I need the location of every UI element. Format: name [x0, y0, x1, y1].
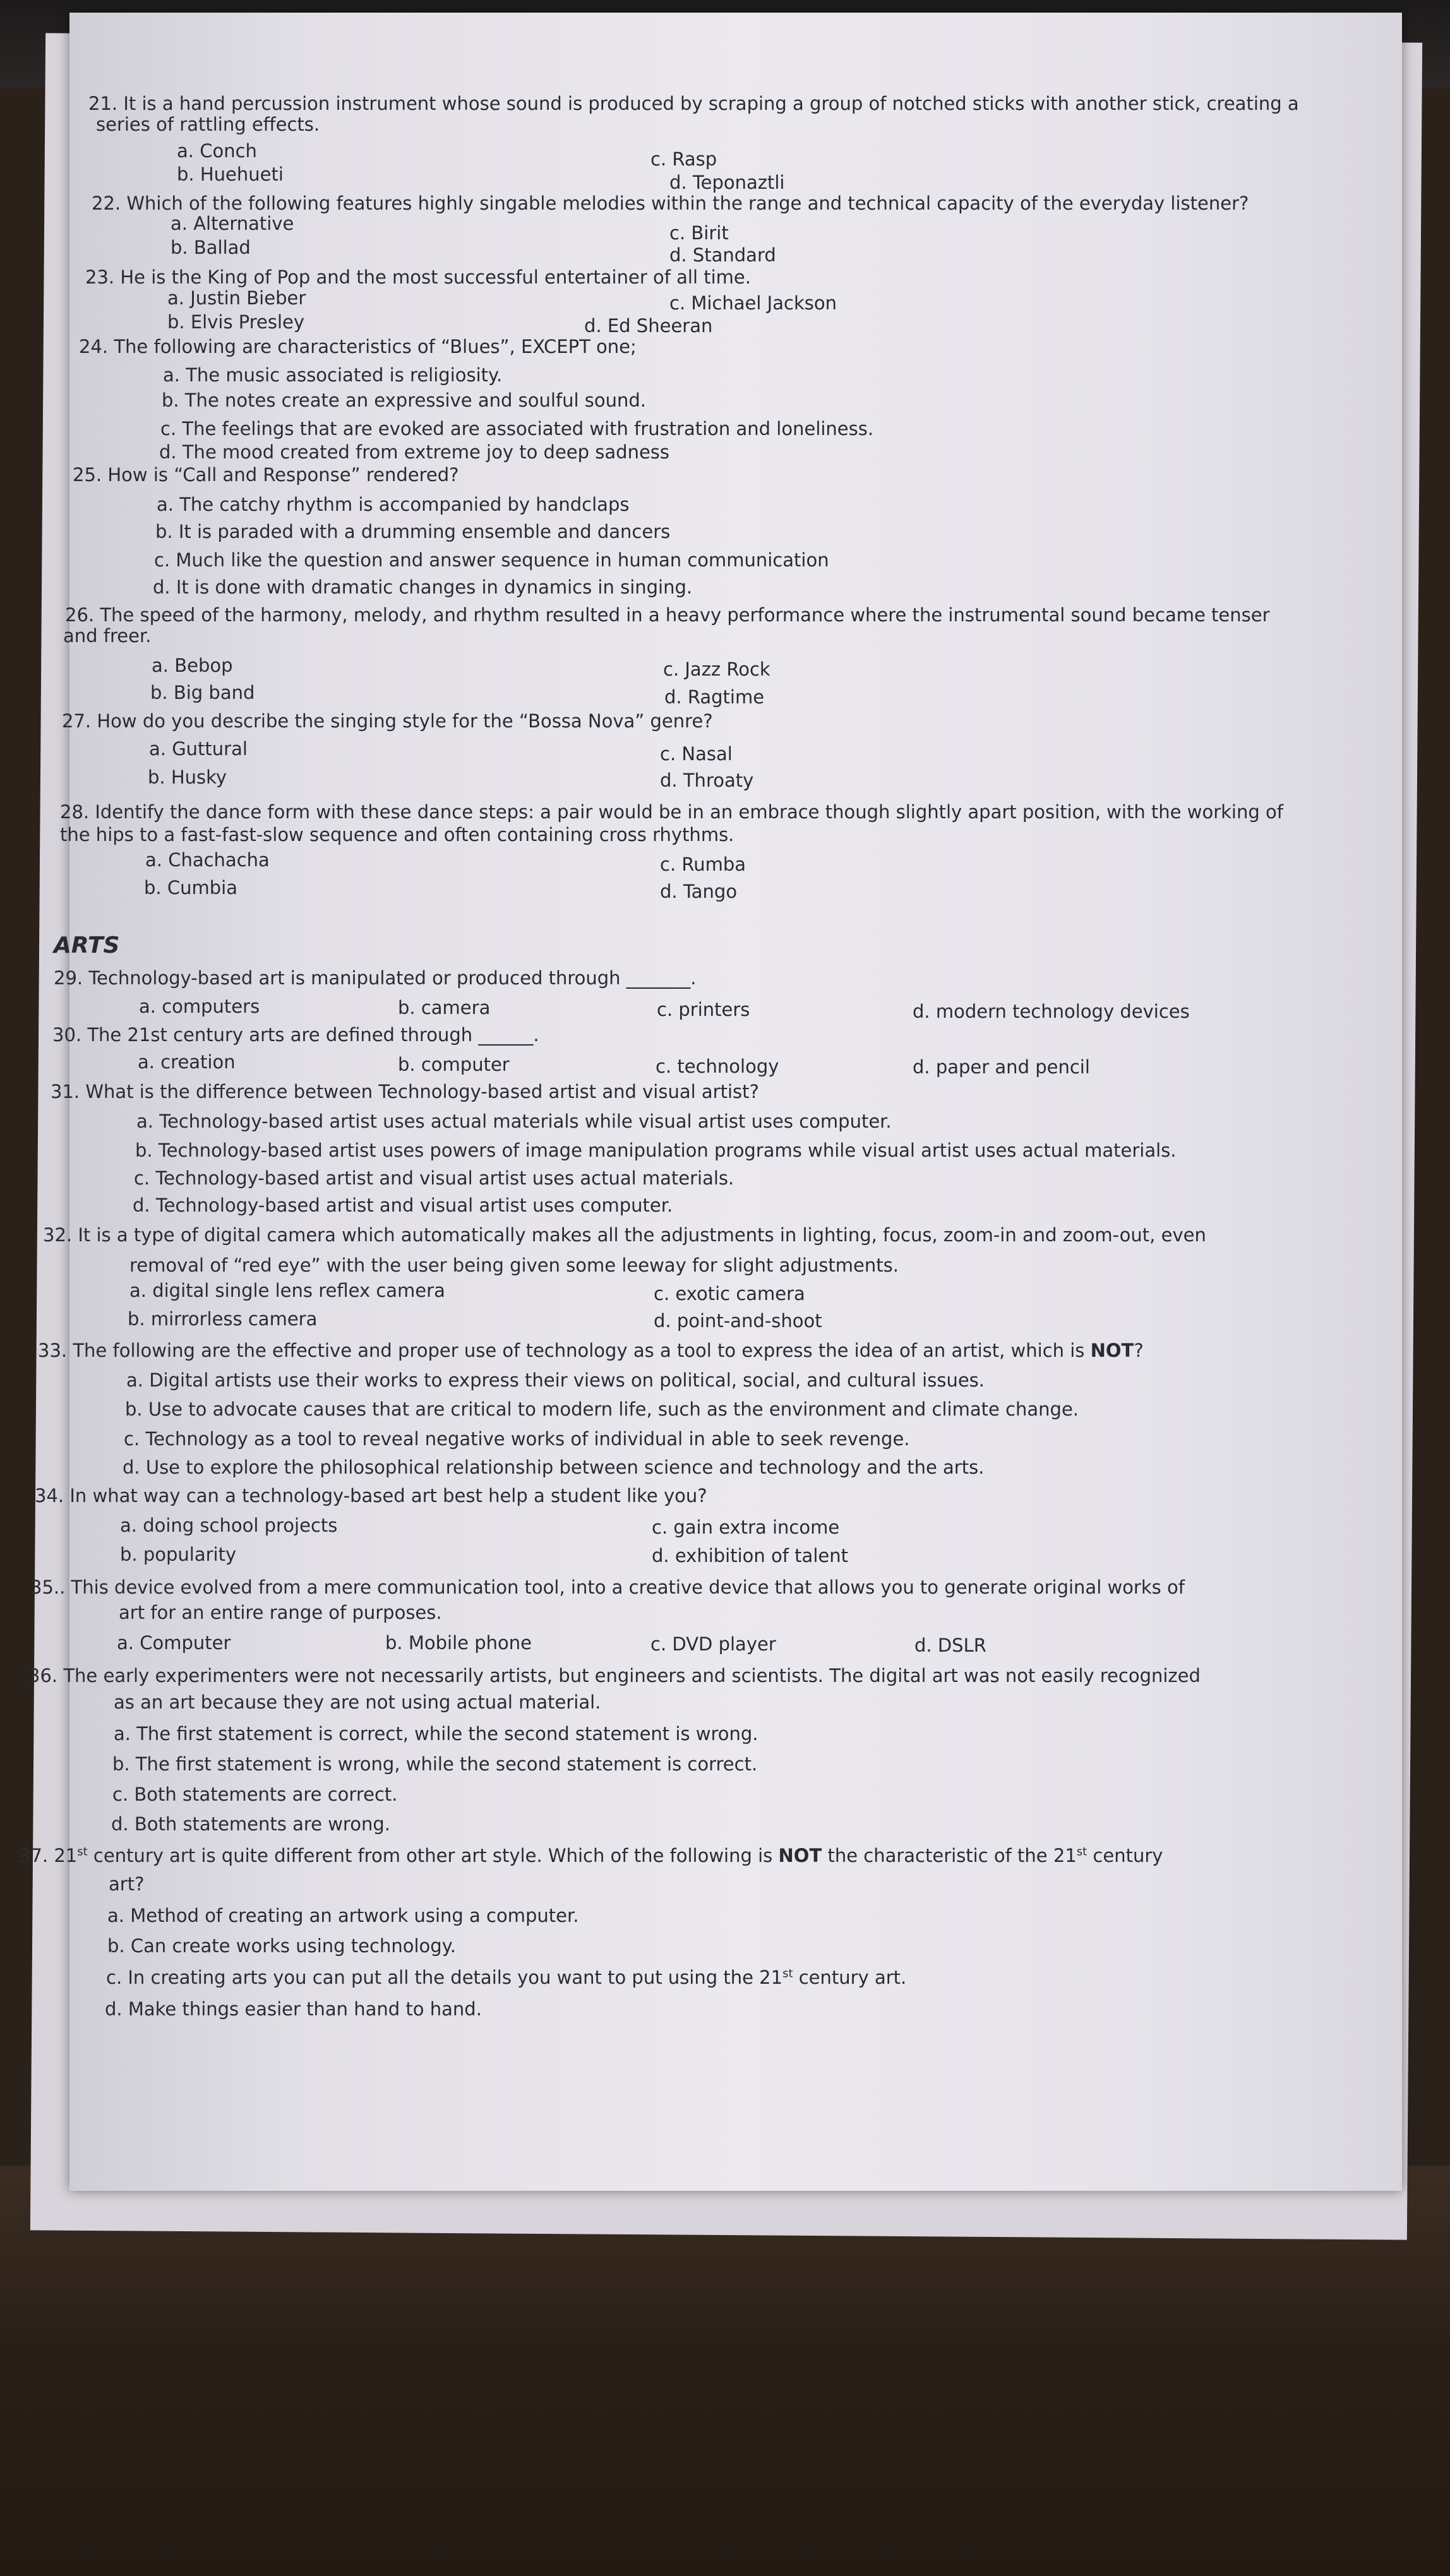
q25-option-c: c. Much like the question and answer sequence in human communication	[154, 549, 829, 571]
q32-stem-cont: removal of “red eye” with the user being given some leeway for slight adjustments.	[129, 1255, 899, 1276]
q37-option-c: c. In creating arts you can put all the details you want to put using the 21st century art.	[106, 1967, 907, 1988]
q22-option-b: b. Ballad	[171, 237, 251, 258]
q31-stem: 31. What is the difference between Technology-based artist and visual artist?	[51, 1081, 759, 1102]
q21-option-b: b. Huehueti	[177, 164, 284, 185]
q33-option-b: b. Use to advocate causes that are critical to modern life, such as the environment and climate change.	[125, 1398, 1079, 1420]
q30-option-a: a. creation	[138, 1051, 236, 1073]
q37-stem-cont: art?	[109, 1873, 145, 1895]
q35-option-d: d. DSLR	[914, 1635, 986, 1656]
q37-stem: 37. 21st century art is quite different from other art style. Which of the following is NOT the characteristic of the 21st century	[19, 1845, 1163, 1866]
q34-option-d: d. exhibition of talent	[652, 1545, 848, 1566]
q32-option-c: c. exotic camera	[654, 1283, 805, 1304]
q21-option-d: d. Teponaztli	[669, 172, 785, 193]
q35-stem: 35.. This device evolved from a mere communication tool, into a creative device that allows you to generate original works of	[30, 1577, 1185, 1598]
q26-option-b: b. Big band	[150, 682, 255, 703]
q22-option-d: d. Standard	[669, 244, 776, 266]
q26-option-d: d. Ragtime	[664, 686, 765, 708]
q36-stem: 36. The early experimenters were not necessarily artists, but engineers and scientists. The digital art was not easily recognized	[28, 1665, 1201, 1686]
q29-stem: 29. Technology-based art is manipulated or produced through _______.	[54, 967, 697, 989]
q23-option-b: b. Elvis Presley	[167, 311, 305, 333]
q22-option-c: c. Birit	[669, 222, 729, 244]
q37-option-b: b. Can create works using technology.	[107, 1935, 456, 1957]
q33-stem: 33. The following are the effective and proper use of technology as a tool to express the idea of an artist, which is NOT?	[38, 1340, 1144, 1361]
q34-option-b: b. popularity	[120, 1544, 237, 1565]
q26-stem: 26. The speed of the harmony, melody, and rhythm resulted in a heavy performance where the instrumental sound became tenser	[65, 604, 1270, 626]
q31-option-a: a. Technology-based artist uses actual materials while visual artist uses computer.	[136, 1111, 892, 1132]
q36-stem-cont: as an art because they are not using actual material.	[114, 1691, 601, 1713]
q33-option-a: a. Digital artists use their works to express their views on political, social, and cultural issues.	[126, 1369, 985, 1391]
q31-option-c: c. Technology-based artist and visual artist uses actual materials.	[134, 1167, 734, 1189]
q27-stem: 27. How do you describe the singing style for the “Bossa Nova” genre?	[62, 710, 713, 732]
q24-option-a: a. The music associated is religiosity.	[163, 364, 503, 386]
q33-option-c: c. Technology as a tool to reveal negative works of individual in able to seek revenge.	[124, 1428, 910, 1450]
q30-option-d: d. paper and pencil	[913, 1056, 1090, 1078]
q28-option-c: c. Rumba	[660, 854, 746, 875]
q25-stem: 25. How is “Call and Response” rendered?	[73, 464, 459, 486]
q24-option-d: d. The mood created from extreme joy to deep sadness	[159, 441, 670, 463]
q31-option-d: d. Technology-based artist and visual artist uses computer.	[133, 1195, 673, 1216]
q36-option-b: b. The first statement is wrong, while the second statement is correct.	[112, 1753, 758, 1775]
q21-option-a: a. Conch	[177, 140, 257, 162]
q27-option-c: c. Nasal	[660, 743, 733, 765]
q23-option-d: d. Ed Sheeran	[584, 315, 713, 337]
q32-option-b: b. mirrorless camera	[128, 1308, 318, 1330]
section-heading-arts: ARTS	[54, 933, 120, 958]
q36-option-c: c. Both statements are correct.	[112, 1784, 398, 1805]
q35-option-b: b. Mobile phone	[385, 1632, 532, 1654]
q22-option-a: a. Alternative	[171, 213, 294, 234]
q37-emphasis: NOT	[778, 1845, 822, 1866]
q24-option-c: c. The feelings that are evoked are associated with frustration and loneliness.	[160, 418, 874, 439]
q36-option-d: d. Both statements are wrong.	[111, 1813, 390, 1835]
q28-stem: 28. Identify the dance form with these dance steps: a pair would be in an embrace though slightly apart position, with the working of	[60, 801, 1283, 823]
q26-option-a: a. Bebop	[152, 655, 233, 676]
q31-option-b: b. Technology-based artist uses powers of image manipulation programs while visual artist uses actual materials.	[135, 1140, 1177, 1161]
q37-option-d: d. Make things easier than hand to hand.	[105, 1998, 482, 2020]
q26-stem-cont: and freer.	[63, 625, 152, 647]
q25-option-b: b. It is paraded with a drumming ensemble and dancers	[155, 521, 671, 542]
q24-stem: 24. The following are characteristics of “Blues”, EXCEPT one;	[79, 336, 637, 357]
q28-option-a: a. Chachacha	[145, 849, 270, 871]
q33-emphasis: NOT	[1090, 1340, 1134, 1361]
q37-option-a: a. Method of creating an artwork using a computer.	[107, 1905, 579, 1926]
q22-stem: 22. Which of the following features highly singable melodies within the range and technical capacity of the everyday listener?	[92, 193, 1249, 214]
q21-stem-cont: series of rattling effects.	[96, 114, 320, 135]
q30-stem: 30. The 21st century arts are defined through ______.	[52, 1024, 539, 1046]
q34-option-a: a. doing school projects	[120, 1515, 338, 1536]
q24-option-b: b. The notes create an expressive and soulful sound.	[162, 390, 646, 411]
q35-option-a: a. Computer	[117, 1632, 231, 1654]
q28-option-d: d. Tango	[660, 881, 738, 902]
q23-stem: 23. He is the King of Pop and the most successful entertainer of all time.	[85, 266, 751, 288]
q29-option-d: d. modern technology devices	[913, 1001, 1190, 1022]
q36-option-a: a. The first statement is correct, while the second statement is wrong.	[114, 1723, 758, 1744]
q29-option-c: c. printers	[657, 999, 750, 1020]
q35-option-c: c. DVD player	[650, 1633, 776, 1655]
q28-option-b: b. Cumbia	[144, 877, 237, 898]
q30-option-c: c. technology	[656, 1056, 779, 1077]
q35-stem-cont: art for an entire range of purposes.	[119, 1602, 442, 1623]
q27-option-a: a. Guttural	[149, 738, 248, 760]
q33-option-d: d. Use to explore the philosophical relationship between science and technology and the arts.	[123, 1457, 985, 1478]
q26-option-c: c. Jazz Rock	[663, 659, 770, 680]
q32-stem: 32. It is a type of digital camera which automatically makes all the adjustments in lighting, focus, zoom-in and zoom-out, even	[43, 1224, 1206, 1246]
q34-option-c: c. gain extra income	[652, 1517, 840, 1538]
q21-option-c: c. Rasp	[650, 148, 717, 170]
q23-option-c: c. Michael Jackson	[669, 292, 837, 314]
q32-option-a: a. digital single lens reflex camera	[129, 1280, 445, 1301]
q25-option-a: a. The catchy rhythm is accompanied by handclaps	[157, 494, 630, 515]
q27-option-d: d. Throaty	[660, 770, 754, 791]
q32-option-d: d. point-and-shoot	[654, 1310, 822, 1332]
q27-option-b: b. Husky	[148, 766, 227, 788]
q29-option-a: a. computers	[139, 996, 260, 1017]
q23-option-a: a. Justin Bieber	[167, 287, 306, 309]
q34-stem: 34. In what way can a technology-based art best help a student like you?	[35, 1485, 707, 1506]
q29-option-b: b. camera	[398, 997, 491, 1018]
q21-stem: 21. It is a hand percussion instrument whose sound is produced by scraping a group of notched sticks with another stick, creating a	[88, 93, 1299, 114]
q25-option-d: d. It is done with dramatic changes in dynamics in singing.	[153, 576, 693, 598]
q30-option-b: b. computer	[398, 1054, 510, 1075]
q28-stem-cont: the hips to a fast-fast-slow sequence and often containing cross rhythms.	[60, 824, 734, 845]
